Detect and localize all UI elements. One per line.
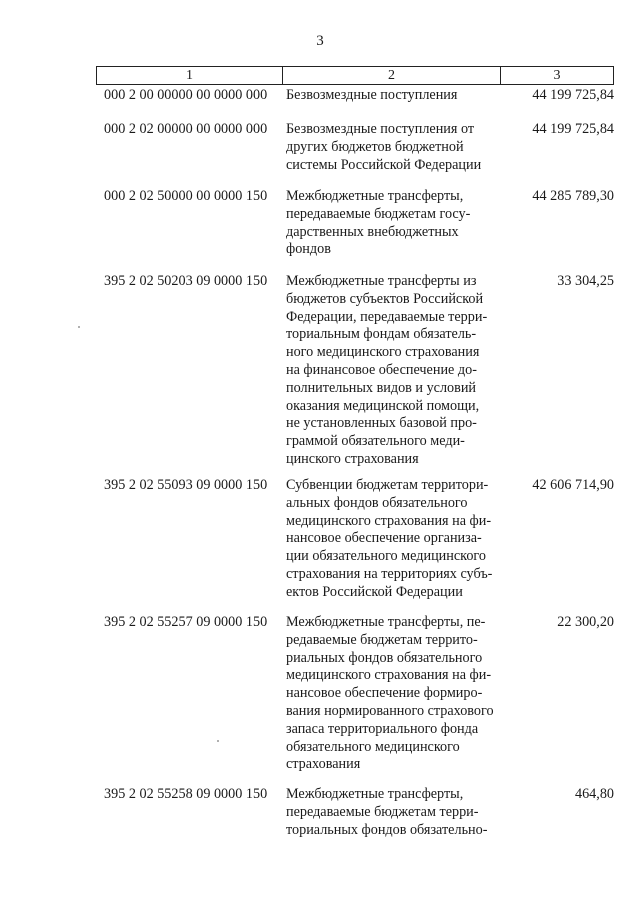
header-col-1: 1 [97,67,283,84]
header-col-2: 2 [283,67,501,84]
name-line: передаваемые бюджетам госу- [286,205,471,222]
budget-amount: 44 199 725,84 [532,121,614,137]
name-line: страхования на территориях субъ- [286,565,493,582]
name-line: Межбюджетные трансферты, пе- [286,614,486,630]
name-line: фондов [286,241,331,258]
budget-item-name [286,87,510,105]
name-line: ции обязательного медицинского [286,548,486,565]
name-line: бюджетов субъектов Российской [286,290,484,307]
name-line: риальных фондов обязательного [286,649,483,666]
budget-code: 000 2 02 00000 00 0000 000 [104,121,268,137]
name-line: страхования [286,756,361,773]
budget-code: 395 2 02 50203 09 0000 150 [104,273,268,289]
name-line: ного медицинского страхования [286,344,480,361]
name-line: ториальных фондов обязательно- [286,821,488,838]
name-line: нансовое обеспечение формиро- [286,685,483,702]
name-line: Субвенции бюджетам территори- [286,477,489,493]
name-line: медицинского страхования на фи- [286,667,492,684]
name-line: нансовое обеспечение организа- [286,530,482,547]
name-line: Безвозмездные поступления от [286,121,475,137]
name-line: системы Российской Федерации [286,156,482,173]
name-line: на финансовое обеспечение до- [286,361,477,378]
name-line: вания нормированного страхового [286,702,494,719]
budget-item-name [286,477,510,602]
name-line: Межбюджетные трансферты, [286,188,464,204]
name-line: запаса территориального фонда [286,720,479,737]
budget-amount: 33 304,25 [557,273,614,289]
page-number: 3 [316,33,324,49]
budget-code: 395 2 02 55257 09 0000 150 [104,614,268,630]
budget-amount: 44 285 789,30 [532,188,614,204]
budget-code: 000 2 00 00000 00 0000 000 [104,87,268,103]
name-line: передаваемые бюджетам терри- [286,803,479,820]
name-line: цинского страхования [286,450,419,467]
name-line: Федерации, передаваемые терри- [286,308,488,325]
name-line: Межбюджетные трансферты, [286,786,464,802]
name-line: ектов Российской Федерации [286,583,463,600]
name-line: не установленных базовой про- [286,415,477,432]
budget-item-name [286,121,510,174]
budget-item-name [286,786,510,839]
budget-amount: 22 300,20 [557,614,614,630]
name-line: дарственных внебюджетных [286,223,459,240]
budget-amount: 464,80 [574,786,614,802]
name-line: обязательного медицинского [286,738,460,755]
name-line: медицинского страхования на фи- [286,512,492,529]
name-line: Межбюджетные трансферты из [286,273,477,289]
budget-amount: 44 199 725,84 [532,87,614,103]
name-line: граммой обязательного меди- [286,433,465,450]
scan-speck [78,326,80,328]
name-line: альных фондов обязательного [286,494,468,511]
name-line: оказания медицинской помощи, [286,397,480,414]
name-line: Безвозмездные поступления [286,87,458,103]
budget-code: 395 2 02 55258 09 0000 150 [104,786,268,802]
budget-item-name [286,188,510,259]
budget-item-name [286,273,510,469]
name-line: полнительных видов и условий [286,379,477,396]
name-line: ториальным фондам обязатель- [286,326,477,343]
budget-item-name [286,614,510,774]
budget-amount: 42 606 714,90 [532,477,614,493]
scan-speck [217,740,219,742]
budget-code: 395 2 02 55093 09 0000 150 [104,477,268,493]
header-col-3: 3 [553,68,561,83]
name-line: других бюджетов бюджетной [286,138,464,155]
name-line: редаваемые бюджетам террито- [286,631,478,648]
table-header-row [96,66,614,85]
budget-code: 000 2 02 50000 00 0000 150 [104,188,268,204]
